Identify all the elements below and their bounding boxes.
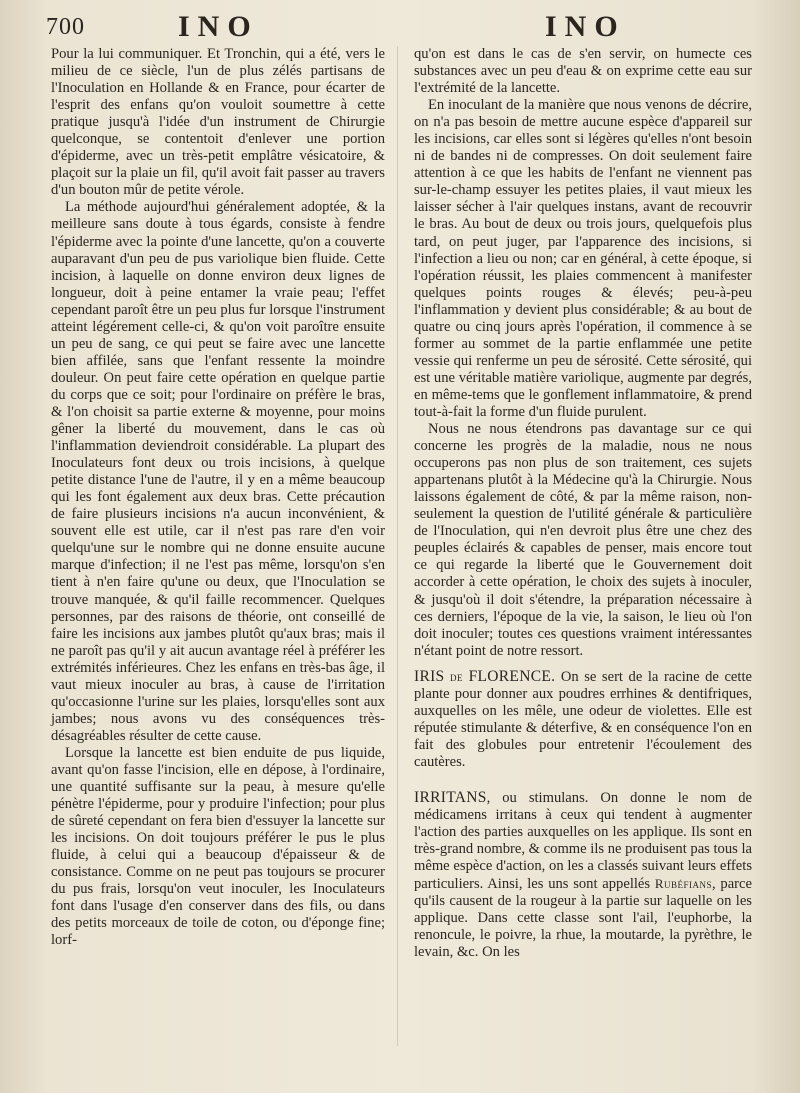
entry-irritans [414,789,752,961]
paragraph: En inoculant de la manière que nous venons de décrire, on n'a pas besoin de mettre aucune espèce d'appareil sur les incisions, car elles sont si légères qu'elles n'ont besoin ni de bandes ni de compresses. On doit seulement faire attention à ce que les habits de l'enfant ne viennent pas sur-le-champ essuyer les petites plaies, il vaut mieux les laisser sécher à l'air quelques instans, avant de recouvrir le bras. Au bout de deux ou trois jours, quelquefois plus tard, on peut juger, par l'apparence des incisions, si l'infection a lieu ou non; car en général, à cette époque, si l'opération réussit, les plaies commencent à manifester quelques points rouges & élevés; peu-à-peu l'inflammation y devient plus considérable; & au bout de quatre ou cinq jours après l'opération, il commence à se former au sommet de la partie enflammée une petite vessie qui renferme un peu de sérosité. Cette sérosité, qui est une véritable matière variolique, augmente par degrés, en même-tems que le gonflement inflammatoire, & prend tout-à-fait la forme d'un fluide purulent. [414,97,752,420]
right-column [414,46,752,961]
column-gutter [397,46,398,1046]
paragraph: La méthode aujourd'hui généralement adoptée, & la meilleure sans doute à tous égards, consiste à fendre l'épiderme avec la pointe d'une lancette, qu'on a couverte auparavant d'un peu de pus variolique bien fluide. Cette incision, à laquelle on donne environ deux lignes de longueur, doit à peine entamer la vraie peau; l'effet cependant paroît être un peu plus fur lorsque l'instrument atteint légérement celle-ci, & qu'on voit paroître ensuite un peu de sang, ce qui peut se faire avec une lancette bien affilée, sans que l'enfant ressente la moindre douleur. On peut faire cette opération en quelque partie du corps que ce soit; pour l'ordinaire on préfère le bras, & l'on choisit sa partie externe & moyenne, pour moins gêner la liberté du mouvement, dans le cas où l'inflammation deviendroit considérable. La plupart des Inoculateurs font deux ou trois incisions, à quelque petite distance l'une de l'autre, il y en a même beaucoup qui les font également aux deux bras. Cette précaution de faire plusieurs incisions n'a aucun inconvénient, & souvent elle est utile, car il n'est pas rare d'en voir quelqu'une sur le nombre qui ne donne ensuite aucune marque d'infection; il ne l'est pas même, lorsqu'on s'en tient à n'en faire qu'une ou deux, que l'Inoculation se trouve manquée, & qu'il faille recommencer. Quelques personnes, par des raisons de théorie, ont conseillé de faire les incisions aux jambes plutôt qu'aux bras; mais il ne paroît pas qu'il y ait aucun avantage réel à préférer les extrémités inférieures. Chez les enfans en très-bas âge, il vaut mieux inoculer au bras, à cause de l'irritation qu'occasionne l'urine sur les plaies, lorsqu'elles sont aux jambes; nous avons vu des conséquences très-désagréables résulter de cette cause. [51,199,385,744]
paragraph: Nous ne nous étendrons pas davantage sur ce qui concerne les progrès de la maladie, nous ne nous occuperons pas non plus de son traitement, ces sujets appartenans plutôt à la Médecine qu'à la Chirurgie. Nous laissons également de côté, & par la même raison, non-seulement la question de l'utilité générale & particulière de l'Inoculation, qui n'en devroit plus être une chez des peuples éclairés & capables de penser, mais encore tout ce qui regarde la liberté que le Gouvernement doit accorder à cette opération, le choix des sujets à inoculer, & jusqu'où il doit s'étendre, la préparation nécessaire à ces derniers, l'époque de la vie, la saison, le lieu où l'on doit inoculer; toutes ces questions vraiment intéressantes n'étant point de notre ressort. [414,421,752,659]
left-column [51,46,385,949]
entry-text: , ou stimulans. On donne le nom de médicamens irritans à ceux qui tendent à augmenter l'action des parties auxquelles on les applique. Ils sont en très-grand nombre, & comme ils ne produisent pas tous la même espèce d'action, on les a classés suivant leurs effets particuliers. Ainsi, les uns sont appellés [414,789,753,893]
paragraph: qu'on est dans le cas de s'en servir, on humecte ces substances avec un peu d'eau & on exprime cette eau sur l'extrémité de la lancette. [414,46,752,97]
page-number: 700 [46,14,85,40]
entry-text: , parce qu'ils causent de la rougeur à la partie sur laquelle on les applique. Dans cette classe sont l'ail, l'euphorbe, la renoncule, le poivre, la rhue, la moutarde, la pyrèthre, le levain, &c. On les [414,876,752,961]
entry-heading-part: IRIS [414,667,445,685]
running-head-right: INO [545,10,626,43]
running-head-left: INO [178,10,259,43]
paragraph: Lorsque la lancette est bien enduite de pus liquide, avant qu'on fasse l'incision, elle en dépose, à l'ordinaire, une quantité suffisante sur la peau, à mesure qu'elle pénètre l'épiderme, pour y produire l'infection; pour plus de sûreté cependant on fera bien d'essuyer la lancette sur les incisions. On doit toujours préférer le pus le plus fluide, à celui qui a beaucoup d'épaisseur & de consistance. Comme on ne peut pas toujours se procurer du pus frais, lorsqu'on veut inoculer, les Inoculateurs font dans l'usage d'en conserver dans des fils, ou dans des petits morceaux de toile de coton, ou d'éponge fine; lorf- [51,744,385,949]
entry-iris-de-florence [414,668,752,771]
entry-heading-part: de [450,668,464,684]
entry-heading: IRRITANS [414,788,487,806]
paragraph: Pour la lui communiquer. Et Tronchin, qui a été, vers le milieu de ce siècle, l'un de plus zélés partisans de l'Inoculation en Hollande & en France, pour écarter de l'esprit des enfans qu'on vouloit soumettre à cette pratique jusqu'à l'idée d'un instrument de Chirurgie quelconque, se contentoit d'enlever une portion d'épiderme, avec un très-petit emplâtre vésicatoire, & plaçoit sur la plaie un fil, qu'il avoit fait passer au travers d'un bouton mûr de petite vérole. [51,46,385,199]
entry-heading-part: FLORENCE. [468,667,556,685]
term-rubefians: Rubéfians [654,876,713,892]
page-header [0,10,800,44]
entry-text: On se sert de la racine de cette plante pour donner aux poudres errhines & dentifriques, auxquelles on les mêle, une odeur de violettes. Elle est réputée stimulante & déterfive, & en conséquence l'on en fait des globules pour entretenir l'écoulement des cautères. [414,668,752,770]
